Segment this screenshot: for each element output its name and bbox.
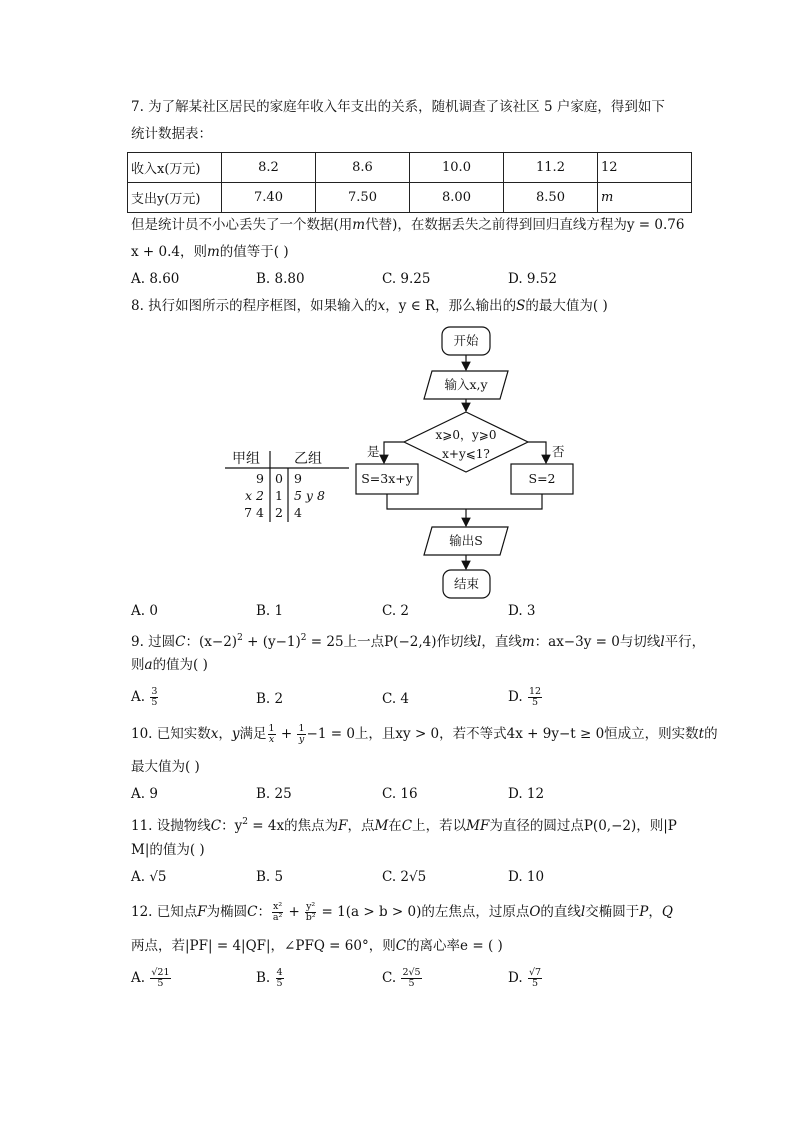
q11-option-d[interactable]: D. 10 (508, 869, 545, 885)
text: ：y (221, 818, 243, 834)
denominator: x (268, 734, 275, 745)
q11-line2: M|的值为( ) (131, 842, 205, 858)
denominator: 5 (151, 697, 158, 708)
fraction (305, 902, 316, 923)
text: ， (218, 726, 232, 742)
q12-option-a[interactable] (131, 968, 172, 989)
var-l: l (660, 634, 665, 650)
q10-option-c[interactable]: C. 16 (382, 786, 418, 802)
q10-line2: 最大值为( ) (131, 759, 200, 775)
text: 两点，若|PF| = 4|QF|，∠PFQ = 60°，则 (131, 938, 396, 954)
fraction (268, 724, 276, 745)
var-s: S (516, 298, 526, 314)
flow-yes-label: 是 (367, 444, 380, 459)
table-cell: 8.00 (410, 183, 504, 213)
text: + (276, 726, 297, 742)
text: x + 0.4，则 (131, 244, 207, 260)
text: = 25上一点P(−2,4)作切线 (306, 634, 477, 650)
exponent: 2 (242, 817, 248, 827)
text: 9. 过圆 (131, 634, 176, 650)
flow-input-label: 输入x,y (444, 377, 488, 392)
fraction (150, 968, 170, 989)
exponent: 2 (237, 633, 243, 643)
text: 的值为( ) (152, 657, 208, 673)
var-mf: MF (466, 818, 490, 834)
option-letter: C. (382, 970, 397, 986)
flow-no-label: 否 (552, 444, 565, 459)
table-cell: 11.2 (504, 153, 598, 183)
numerator: 2√5 (402, 967, 421, 978)
exponent: 2 (300, 633, 307, 643)
q9-line2 (131, 655, 208, 675)
fraction (150, 687, 158, 708)
denominator: b² (305, 912, 316, 923)
option-letter: B. (256, 970, 271, 986)
q9-line1 (131, 628, 705, 652)
q10-option-a[interactable]: A. 9 (131, 786, 158, 802)
q10-option-b[interactable]: B. 25 (256, 786, 292, 802)
fraction (528, 687, 542, 708)
text: ， (648, 904, 662, 920)
text: 为直径的圆过点P(0,−2)，则|P (489, 818, 677, 834)
q8-option-b[interactable]: B. 1 (256, 603, 284, 619)
table-cell: 8.6 (316, 153, 410, 183)
q7-line1: 7. 为了解某社区居民的家庭年收入年支出的关系，随机调查了该社区 5 户家庭，得到如下 (131, 99, 665, 115)
table-cell: 12 (598, 153, 692, 183)
stem-2: 2 (275, 505, 283, 520)
var-m: m (352, 217, 366, 233)
stem-right-2: 4 (294, 505, 302, 520)
text: = 1(a > b > 0)的左焦点，过原点 (317, 904, 530, 920)
q12-line1 (131, 902, 673, 923)
stem-right-1: 5 y 8 (294, 488, 325, 503)
var-q: Q (661, 904, 673, 920)
flow-left-process: S=3x+y (361, 471, 413, 486)
option-letter: D. (508, 689, 523, 705)
q7-option-b[interactable]: B. 8.80 (256, 271, 305, 287)
table-cell: m (598, 183, 692, 213)
q10-line1 (131, 724, 718, 745)
text: 的 (704, 726, 718, 742)
text: 交椭圆于 (585, 904, 640, 920)
stem-left-1: x 2 (245, 488, 264, 503)
text: 8. 执行如图所示的程序框图，如果输入的 (131, 298, 378, 314)
var-l: l (580, 904, 586, 920)
numerator: y² (306, 901, 316, 912)
var-y: y (231, 726, 240, 742)
var-x: x (210, 726, 219, 742)
numerator: 4 (276, 967, 283, 978)
text: 10. 已知实数 (131, 726, 211, 742)
var-c: C (401, 818, 413, 834)
q9-option-a[interactable] (131, 687, 159, 708)
denominator: 5 (157, 978, 164, 989)
text: 的最大值为( ) (525, 298, 608, 314)
flow-cond-line2: x+y⩽1? (442, 447, 490, 461)
q11-option-a[interactable]: A. √5 (131, 869, 167, 885)
text: 满足 (239, 726, 267, 742)
q12-option-b[interactable] (256, 968, 285, 989)
option-letter: D. (508, 970, 523, 986)
text: 的离心率e = ( ) (406, 938, 503, 954)
text: ，点 (347, 818, 375, 834)
q9-option-c[interactable]: C. 4 (382, 691, 410, 707)
numerator: 1 (298, 723, 305, 734)
stem-0: 0 (275, 471, 283, 486)
text: 的值等于( ) (219, 244, 289, 260)
q12-option-c[interactable] (382, 968, 423, 989)
var-l: l (477, 634, 482, 650)
text: 代替)，在数据丢失之前得到回归直线方程为 (365, 217, 627, 233)
flow-end-label: 结束 (453, 576, 479, 591)
table-cell: 支出y(万元) (128, 183, 222, 213)
var-f: F (197, 904, 207, 920)
table-cell: 8.2 (222, 153, 316, 183)
q10-option-d[interactable]: D. 12 (508, 786, 545, 802)
text: 则 (131, 657, 145, 673)
denominator: 5 (408, 978, 415, 989)
numerator: √7 (528, 967, 542, 978)
var-m: m (206, 244, 220, 260)
numerator: √21 (151, 967, 170, 978)
regression-eq: y = 0.76 (626, 217, 685, 233)
q9-option-d[interactable] (508, 687, 543, 708)
var-c: C (247, 904, 258, 920)
numerator: 1 (268, 723, 275, 734)
q12-line2 (131, 936, 503, 956)
var-a: a (144, 657, 153, 673)
text: ：ax−3y = 0与切线 (534, 634, 661, 650)
q11-option-c[interactable]: C. 2√5 (382, 869, 427, 885)
text: ，y ∈ R，那么输出的 (385, 298, 517, 314)
option-letter: A. (131, 689, 146, 705)
q7-option-d[interactable]: D. 9.52 (508, 271, 557, 287)
fraction (528, 968, 542, 989)
text: 11. 设抛物线 (131, 818, 211, 834)
text: 为椭圆 (206, 904, 248, 920)
denominator: 5 (276, 978, 283, 989)
text: ，直线 (481, 634, 522, 650)
var-p: P (639, 904, 649, 920)
denominator: a² (272, 912, 283, 923)
text: 在 (388, 818, 402, 834)
text: = 4x的焦点为 (247, 818, 339, 834)
flow-right-process: S=2 (528, 471, 556, 486)
text: + (284, 904, 305, 920)
fraction (276, 968, 284, 989)
denominator: 5 (531, 697, 538, 708)
fraction (272, 902, 283, 923)
text: 平行， (664, 634, 706, 650)
q8-option-a[interactable]: A. 0 (131, 603, 158, 619)
flow-cond-line1: x⩾0，y⩾0 (435, 428, 497, 442)
stem-group-a: 甲组 (232, 451, 260, 467)
stem-1: 1 (275, 488, 283, 503)
q7-line2: 统计数据表： (131, 126, 212, 142)
denominator: 5 (531, 978, 539, 989)
text: 上，若以 (412, 818, 467, 834)
stem-left-0: 9 (256, 471, 264, 486)
var-c: C (210, 818, 222, 834)
text: ：(x−2) (185, 634, 238, 650)
q11-line1 (131, 812, 677, 836)
table-cell: 8.50 (504, 183, 598, 213)
fraction (401, 968, 421, 989)
var-m: m (521, 634, 535, 650)
text: + (y−1) (242, 634, 301, 650)
table-cell: 10.0 (410, 153, 504, 183)
stem-right-0: 9 (294, 471, 302, 486)
var-c: C (175, 634, 186, 650)
flow-start-label: 开始 (453, 333, 479, 348)
numerator: 3 (151, 686, 158, 697)
q12-option-d[interactable] (508, 968, 543, 989)
text: 但是统计员不小心丢失了一个数据(用 (131, 217, 353, 233)
text: 的直线 (540, 904, 581, 920)
option-letter: A. (131, 970, 146, 986)
q11-option-b[interactable]: B. 5 (256, 869, 284, 885)
table-cell: 7.40 (222, 183, 316, 213)
var-x: x (377, 298, 386, 314)
q8-option-c[interactable]: C. 2 (382, 603, 410, 619)
q9-option-b[interactable]: B. 2 (256, 691, 284, 707)
fraction (297, 724, 305, 745)
stem-left-2: 7 4 (244, 505, 264, 520)
var-c: C (395, 938, 407, 954)
table-cell: 7.50 (316, 183, 410, 213)
q7-option-a[interactable]: A. 8.60 (131, 271, 180, 287)
text: −1 = 0上，且xy > 0，若不等式4x + 9y−t ≥ 0恒成立，则实数 (306, 726, 699, 742)
numerator: x² (272, 901, 283, 912)
denominator: y (298, 734, 305, 745)
text: ： (257, 904, 271, 920)
q8-option-d[interactable]: D. 3 (508, 603, 536, 619)
q7-option-c[interactable]: C. 9.25 (382, 271, 431, 287)
text: 12. 已知点 (131, 904, 198, 920)
var-o: O (529, 904, 541, 920)
var-f: F (338, 818, 348, 834)
stem-group-b: 乙组 (294, 451, 322, 467)
var-t: t (698, 726, 705, 742)
table-cell: 收入x(万元) (128, 153, 222, 183)
var-m: M (374, 818, 389, 834)
flow-output-label: 输出S (449, 533, 483, 548)
numerator: 12 (528, 686, 542, 697)
